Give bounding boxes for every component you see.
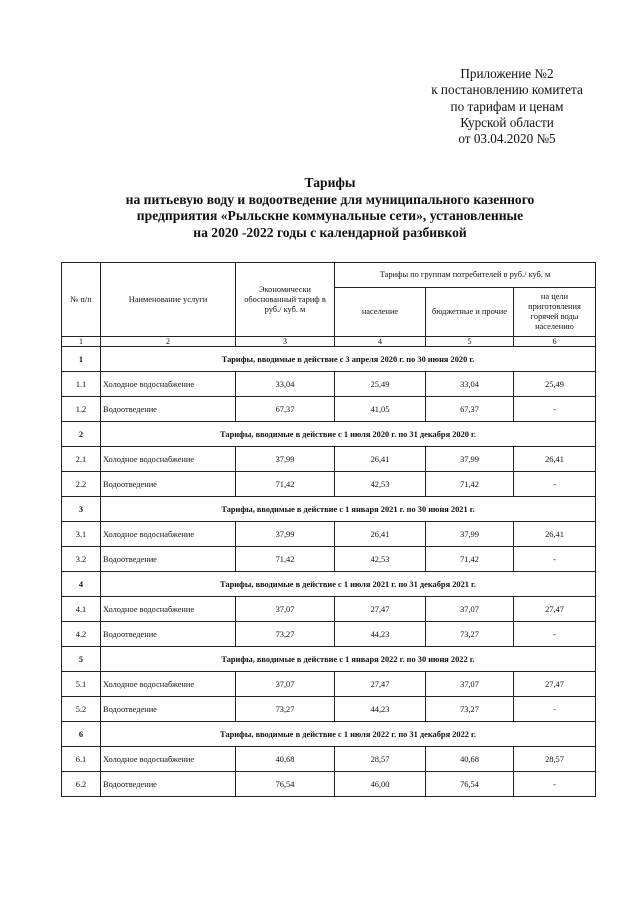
- column-number: 5: [426, 337, 514, 347]
- table-row: [62, 372, 596, 397]
- title-line: Тарифы: [304, 175, 356, 190]
- table-row: [62, 397, 596, 422]
- row-hot-water: -: [514, 697, 596, 722]
- title-line: на питьевую воду и водоотведение для муниципального казенного: [125, 191, 535, 207]
- period-row: [62, 497, 596, 522]
- table-row: [62, 447, 596, 472]
- appendix-line: к постановлению комитета: [431, 82, 583, 98]
- row-economic: 37,99: [236, 447, 335, 472]
- row-population: 46,00: [335, 772, 426, 797]
- row-economic: 37,99: [236, 522, 335, 547]
- column-number-row: [62, 337, 596, 347]
- row-hot-water: 28,57: [514, 747, 596, 772]
- row-population: 28,57: [335, 747, 426, 772]
- title-line: на 2020 -2022 годы с календарной разбивкой: [193, 224, 467, 240]
- period-title: Тарифы, вводимые в действие с 1 июля 2020 г. по 31 декабря 2020 г.: [101, 422, 596, 447]
- table-row: [62, 772, 596, 797]
- period-title: Тарифы, вводимые в действие с 1 января 2021 г. по 30 июня 2021 г.: [101, 497, 596, 522]
- table-row: [62, 622, 596, 647]
- row-budget: 71,42: [426, 472, 514, 497]
- header-service: Наименование услуги: [101, 263, 236, 337]
- row-num: 6.1: [62, 747, 101, 772]
- row-economic: 33,04: [236, 372, 335, 397]
- row-service: Водоотведение: [101, 472, 236, 497]
- column-number: 1: [62, 337, 101, 347]
- row-hot-water: -: [514, 472, 596, 497]
- period-row: [62, 347, 596, 372]
- row-budget: 37,99: [426, 447, 514, 472]
- row-economic: 40,68: [236, 747, 335, 772]
- row-service: Водоотведение: [101, 547, 236, 572]
- row-population: 41,05: [335, 397, 426, 422]
- row-num: 1.2: [62, 397, 101, 422]
- period-title: Тарифы, вводимые в действие с 3 апреля 2020 г. по 30 июня 2020 г.: [101, 347, 596, 372]
- row-budget: 37,07: [426, 672, 514, 697]
- column-number: 4: [335, 337, 426, 347]
- period-row: [62, 572, 596, 597]
- header-budget: бюджетные и прочие: [426, 288, 514, 337]
- table-row: [62, 697, 596, 722]
- row-hot-water: -: [514, 772, 596, 797]
- row-economic: 37,07: [236, 672, 335, 697]
- section-num: 5: [62, 647, 101, 672]
- row-budget: 76,54: [426, 772, 514, 797]
- row-economic: 37,07: [236, 597, 335, 622]
- row-budget: 33,04: [426, 372, 514, 397]
- header-row: [62, 263, 596, 288]
- column-number: 6: [514, 337, 596, 347]
- row-service: Холодное водоснабжение: [101, 747, 236, 772]
- row-hot-water: -: [514, 547, 596, 572]
- table-row: [62, 597, 596, 622]
- row-budget: 73,27: [426, 697, 514, 722]
- row-num: 4.2: [62, 622, 101, 647]
- row-hot-water: 27,47: [514, 597, 596, 622]
- header-economic-tariff: Экономически обоснованный тариф в руб./ куб. м: [236, 263, 335, 337]
- appendix-line: от 03.04.2020 №5: [458, 131, 556, 147]
- row-num: 2.1: [62, 447, 101, 472]
- row-economic: 71,42: [236, 472, 335, 497]
- row-hot-water: 26,41: [514, 447, 596, 472]
- column-number: 3: [236, 337, 335, 347]
- section-num: 3: [62, 497, 101, 522]
- table-row: [62, 747, 596, 772]
- row-hot-water: -: [514, 397, 596, 422]
- row-num: 1.1: [62, 372, 101, 397]
- table-row: [62, 522, 596, 547]
- row-num: 3.1: [62, 522, 101, 547]
- row-num: 5.2: [62, 697, 101, 722]
- row-economic: 76,54: [236, 772, 335, 797]
- row-economic: 71,42: [236, 547, 335, 572]
- section-num: 4: [62, 572, 101, 597]
- row-hot-water: 27,47: [514, 672, 596, 697]
- row-hot-water: -: [514, 622, 596, 647]
- row-population: 44,23: [335, 697, 426, 722]
- period-title: Тарифы, вводимые в действие с 1 июля 2021 г. по 31 декабря 2021 г.: [101, 572, 596, 597]
- row-budget: 71,42: [426, 547, 514, 572]
- table-row: [62, 472, 596, 497]
- period-title: Тарифы, вводимые в действие с 1 января 2022 г. по 30 июня 2022 г.: [101, 647, 596, 672]
- tariffs-table: [61, 262, 596, 797]
- row-num: 2.2: [62, 472, 101, 497]
- row-hot-water: 25,49: [514, 372, 596, 397]
- row-num: 4.1: [62, 597, 101, 622]
- section-num: 6: [62, 722, 101, 747]
- row-service: Водоотведение: [101, 622, 236, 647]
- appendix-block: [412, 66, 602, 147]
- row-budget: 67,37: [426, 397, 514, 422]
- header-hot-water: на цели приготовления горячей воды населению: [514, 288, 596, 337]
- row-service: Холодное водоснабжение: [101, 597, 236, 622]
- period-row: [62, 647, 596, 672]
- row-service: Холодное водоснабжение: [101, 372, 236, 397]
- row-service: Водоотведение: [101, 772, 236, 797]
- row-num: 6.2: [62, 772, 101, 797]
- row-population: 25,49: [335, 372, 426, 397]
- row-num: 5.1: [62, 672, 101, 697]
- column-number: 2: [101, 337, 236, 347]
- row-service: Водоотведение: [101, 397, 236, 422]
- row-population: 27,47: [335, 597, 426, 622]
- section-num: 1: [62, 347, 101, 372]
- appendix-line: Приложение №2: [460, 66, 554, 81]
- appendix-line: Курской области: [460, 114, 554, 130]
- row-budget: 40,68: [426, 747, 514, 772]
- row-budget: 37,99: [426, 522, 514, 547]
- table-row: [62, 672, 596, 697]
- row-hot-water: 26,41: [514, 522, 596, 547]
- row-economic: 73,27: [236, 697, 335, 722]
- row-population: 26,41: [335, 447, 426, 472]
- row-num: 3.2: [62, 547, 101, 572]
- row-population: 44,23: [335, 622, 426, 647]
- header-consumer-groups: Тарифы по группам потребителей в руб./ куб. м: [335, 263, 596, 288]
- row-service: Холодное водоснабжение: [101, 522, 236, 547]
- document-title: [60, 175, 600, 241]
- appendix-line: по тарифам и ценам: [450, 98, 564, 114]
- row-population: 42,53: [335, 547, 426, 572]
- row-economic: 67,37: [236, 397, 335, 422]
- row-population: 27,47: [335, 672, 426, 697]
- section-num: 2: [62, 422, 101, 447]
- header-num: № п/п: [62, 263, 101, 337]
- row-budget: 73,27: [426, 622, 514, 647]
- header-population: население: [335, 288, 426, 337]
- row-service: Холодное водоснабжение: [101, 447, 236, 472]
- row-budget: 37,07: [426, 597, 514, 622]
- row-service: Холодное водоснабжение: [101, 672, 236, 697]
- period-title: Тарифы, вводимые в действие с 1 июля 2022 г. по 31 декабря 2022 г.: [101, 722, 596, 747]
- period-row: [62, 722, 596, 747]
- row-service: Водоотведение: [101, 697, 236, 722]
- table-row: [62, 547, 596, 572]
- row-economic: 73,27: [236, 622, 335, 647]
- row-population: 42,53: [335, 472, 426, 497]
- row-population: 26,41: [335, 522, 426, 547]
- period-row: [62, 422, 596, 447]
- title-line: предприятия «Рыльскне коммунальные сети», установленные: [136, 208, 524, 223]
